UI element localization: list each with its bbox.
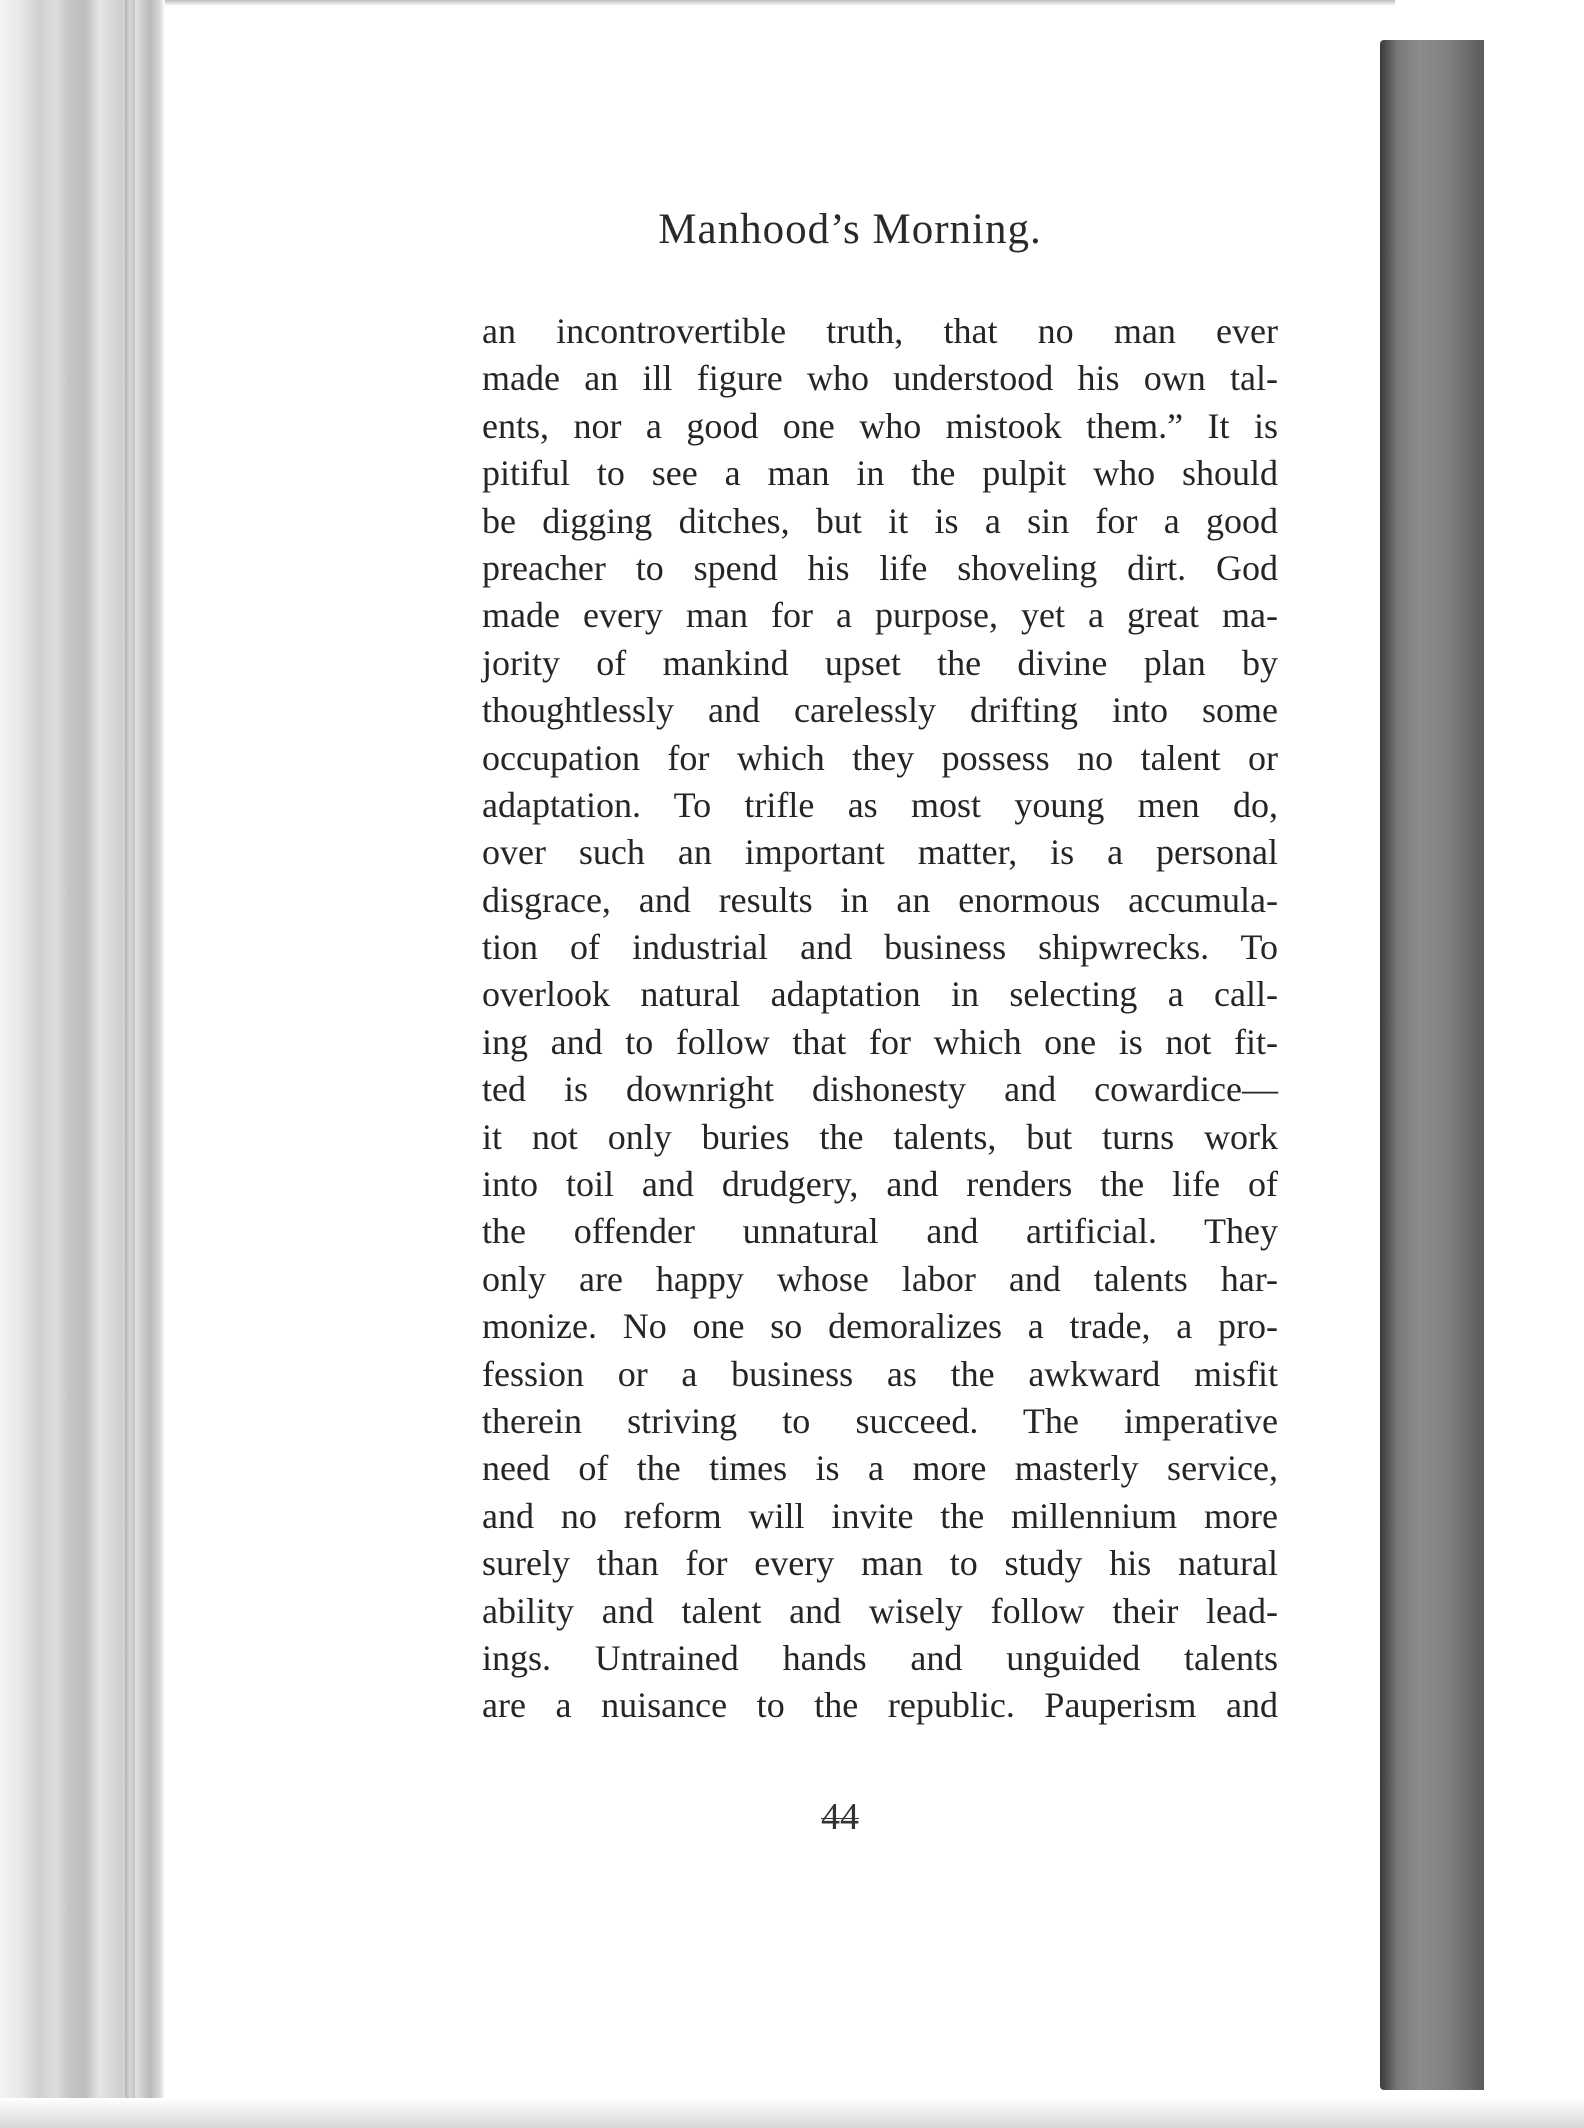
- text-line: therein striving to succeed. The imperative: [482, 1400, 1278, 1441]
- text-line: made every man for a purpose, yet a great ma-: [482, 595, 1278, 636]
- text-line: made an ill figure who understood his own tal-: [482, 358, 1278, 399]
- text-line: surely than for every man to study his natural: [482, 1543, 1278, 1584]
- running-head: Manhood’s Morning.: [658, 206, 1042, 253]
- text-line: fession or a business as the awkward misfit: [482, 1353, 1278, 1394]
- page-number: 44: [821, 1796, 859, 1838]
- text-line: it not only buries the talents, but turns work: [482, 1116, 1278, 1157]
- text-line: preacher to spend his life shoveling dirt. God: [482, 547, 1278, 588]
- text-line: jority of mankind upset the divine plan by: [482, 642, 1278, 683]
- top-shadow: [165, 0, 1395, 6]
- text-line: into toil and drudgery, and renders the life of: [482, 1164, 1278, 1205]
- text-line: overlook natural adaptation in selecting a call-: [482, 974, 1278, 1015]
- text-line: ing and to follow that for which one is not fit-: [482, 1021, 1278, 1062]
- text-line: and no reform will invite the millennium more: [482, 1495, 1278, 1536]
- text-line: ted is downright dishonesty and cowardice—: [482, 1069, 1278, 1110]
- book-binding: [1380, 40, 1484, 2090]
- body-text: [482, 308, 1278, 1730]
- text-line: be digging ditches, but it is a sin for a good: [482, 500, 1278, 541]
- page-edge-stack: [0, 0, 165, 2128]
- text-line: tion of industrial and business shipwrecks. To: [482, 927, 1278, 968]
- text-line: are a nuisance to the republic. Pauperism and: [482, 1685, 1278, 1726]
- text-line: occupation for which they possess no talent or: [482, 737, 1278, 778]
- right-margin: [1484, 0, 1584, 2128]
- text-line: disgrace, and results in an enormous accumula-: [482, 879, 1278, 920]
- text-line: over such an important matter, is a personal: [482, 832, 1278, 873]
- text-line: pitiful to see a man in the pulpit who should: [482, 453, 1278, 494]
- text-line: monize. No one so demoralizes a trade, a pro-: [482, 1306, 1278, 1347]
- bottom-shadow: [0, 2098, 1584, 2128]
- text-line: thoughtlessly and carelessly drifting into some: [482, 690, 1278, 731]
- text-line: ings. Untrained hands and unguided talents: [482, 1637, 1278, 1678]
- text-line: an incontrovertible truth, that no man ever: [482, 311, 1278, 351]
- text-line: only are happy whose labor and talents har-: [482, 1258, 1278, 1299]
- text-line: adaptation. To trifle as most young men do,: [482, 784, 1278, 825]
- text-line: need of the times is a more masterly service,: [482, 1448, 1278, 1489]
- text-line: ents, nor a good one who mistook them.” It is: [482, 405, 1278, 446]
- text-line: the offender unnatural and artificial. They: [482, 1211, 1278, 1252]
- text-line: ability and talent and wisely follow their lead-: [482, 1590, 1278, 1631]
